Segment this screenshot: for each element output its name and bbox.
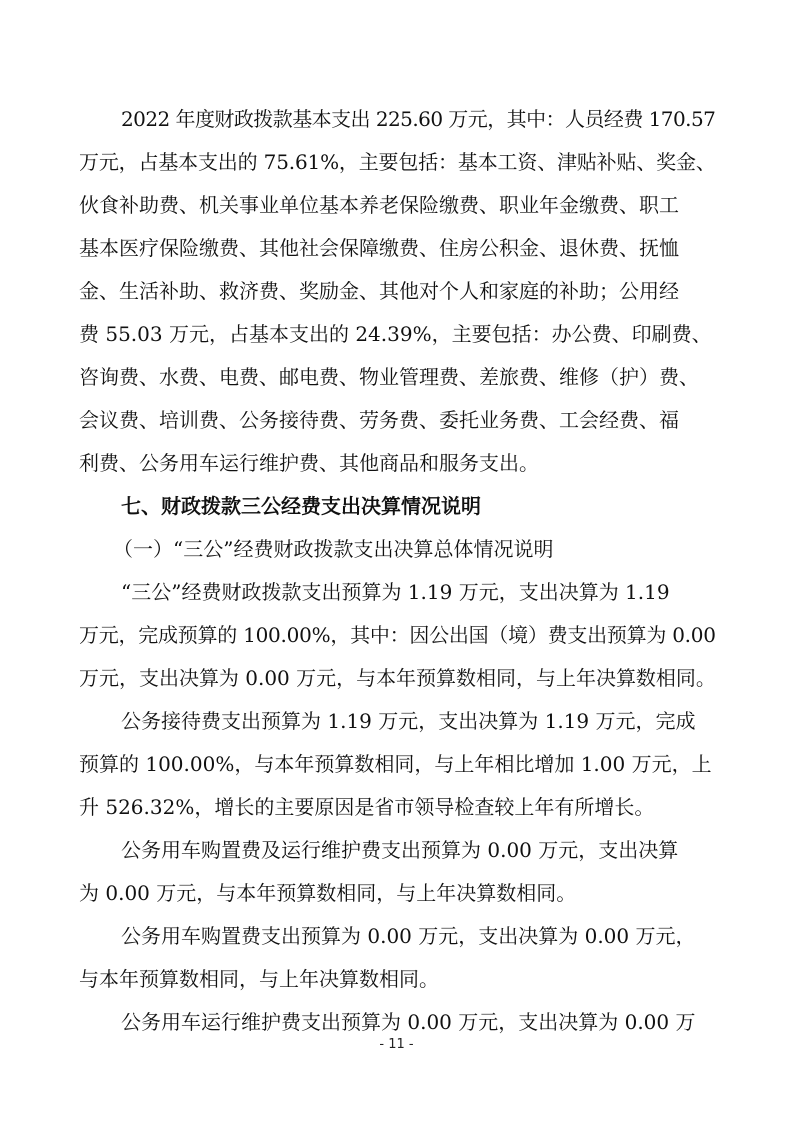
text-line: 与本年预算数相同，与上年决算数相同。: [79, 967, 439, 991]
text-line: 万元，占基本支出的 75.61%，主要包括：基本工资、津贴补贴、奖金、: [79, 150, 716, 174]
text-line: 金、生活补助、救济费、奖励金、其他对个人和家庭的补助；公用经: [79, 279, 679, 303]
text-line: 公务接待费支出预算为 1.19 万元，支出决算为 1.19 万元，完成: [121, 709, 696, 733]
text-line: 万元，完成预算的 100.00%，其中：因公出国（境）费支出预算为 0.00: [79, 623, 716, 647]
text-line: 2022 年度财政拨款基本支出 225.60 万元，其中：人员经费 170.57: [121, 107, 716, 131]
text-line: “三公”经费财政拨款支出预算为 1.19 万元，支出决算为 1.19: [121, 580, 670, 604]
text-line: 万元，支出决算为 0.00 万元，与本年预算数相同，与上年决算数相同。: [79, 666, 716, 690]
text-line: 公务用车购置费支出预算为 0.00 万元，支出决算为 0.00 万元，: [121, 924, 696, 948]
text-line: 利费、公务用车运行维护费、其他商品和服务支出。: [79, 451, 539, 475]
text-line: 咨询费、水费、电费、邮电费、物业管理费、差旅费、维修（护）费、: [79, 365, 699, 389]
text-line: 公务用车购置费及运行维护费支出预算为 0.00 万元，支出决算: [121, 838, 679, 862]
section-heading: 七、财政拨款三公经费支出决算情况说明: [121, 494, 481, 518]
text-line: 伙食补助费、机关事业单位基本养老保险缴费、职业年金缴费、职工: [79, 193, 679, 217]
text-line: 预算的 100.00%，与本年预算数相同，与上年相比增加 1.00 万元，上: [79, 752, 712, 776]
text-line: 为 0.00 万元，与本年预算数相同，与上年决算数相同。: [79, 881, 577, 905]
text-line: 费 55.03 万元，占基本支出的 24.39%，主要包括：办公费、印刷费、: [79, 322, 712, 346]
text-line: 基本医疗保险缴费、其他社会保障缴费、住房公积金、退休费、抚恤: [79, 236, 679, 260]
text-line: 会议费、培训费、公务接待费、劳务费、委托业务费、工会经费、福: [79, 408, 679, 432]
page-number: - 11 -: [379, 1037, 414, 1052]
text-line: 升 526.32%，增长的主要原因是省市领导检查较上年有所增长。: [79, 795, 655, 819]
text-line: 公务用车运行维护费支出预算为 0.00 万元，支出决算为 0.00 万: [121, 1010, 696, 1034]
subsection-heading: （一）“三公”经费财政拨款支出决算总体情况说明: [113, 537, 554, 561]
